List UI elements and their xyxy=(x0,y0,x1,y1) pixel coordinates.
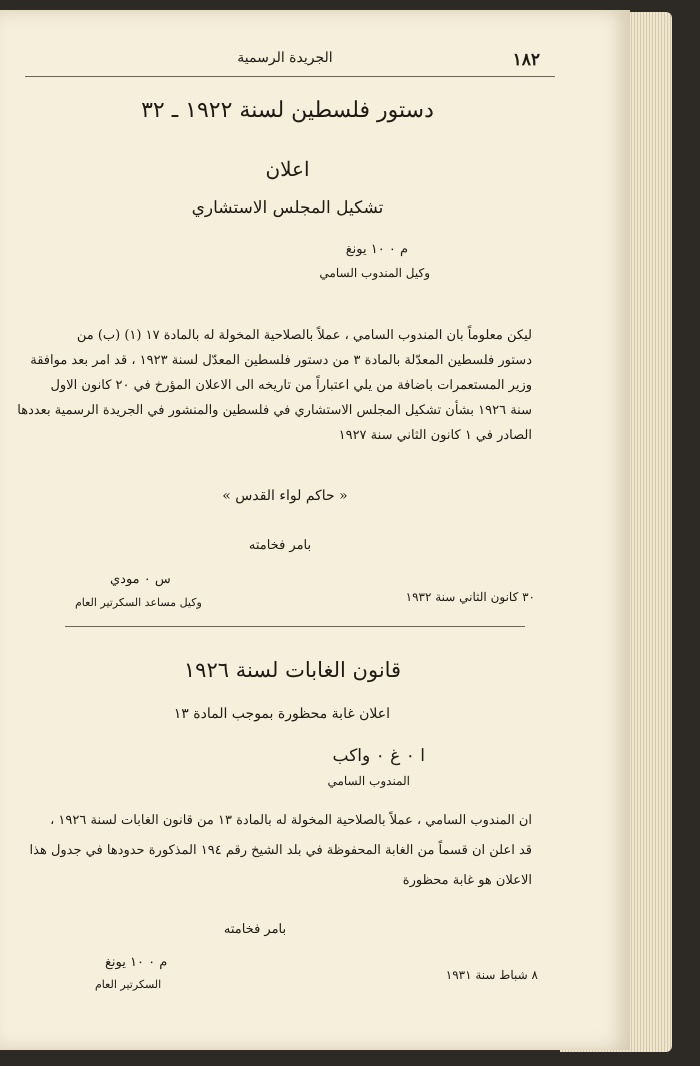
officer-title: وكيل مساعد السكرتير العام xyxy=(75,596,202,609)
body-line: سنة ١٩٢٦ بشأن تشكيل المجلس الاستشاري في فلسطين والمنشور في الجريدة الرسمية بعددها xyxy=(17,403,532,418)
body-line: الاعلان هو غابة محظورة xyxy=(402,873,532,888)
forest-by-order: بامر فخامته xyxy=(223,922,287,937)
section-title-forests: قانون الغابات لسنة ١٩٢٦ xyxy=(183,658,402,682)
body-line: قد اعلن ان قسماً من الغابة المحفوظة في بلد الشيخ رقم ١٩٤ المذكورة حدودها في جدول هذا xyxy=(29,843,532,858)
notice-heading: اعلان xyxy=(265,157,310,181)
forest-signer-name: ا ٠ غ ٠ واكب xyxy=(332,746,425,766)
forest-subheading: اعلان غابة محظورة بموجب المادة ١٣ xyxy=(173,706,390,722)
body-line: ليكن معلوماً بان المندوب السامي ، عملاً بالصلاحية المخولة له بالمادة ١٧ (١) (ب) من xyxy=(76,328,532,343)
forest-officer-title: السكرتير العام xyxy=(95,978,162,991)
forest-officer-name: م ٠ ١٠ يونغ xyxy=(105,955,168,970)
notice-date: ٣٠ كانون الثاني سنة ١٩٣٢ xyxy=(405,590,535,604)
body-line: دستور فلسطين المعدّلة بالمادة ٣ من دستور فلسطين المعدّل لسنة ١٩٢٣ ، قد امر بعد موافقة xyxy=(30,353,532,368)
forest-signer-title: المندوب السامي xyxy=(327,774,410,788)
by-order: بامر فخامته xyxy=(248,538,312,553)
officer-name: س ٠ مودي xyxy=(110,572,171,587)
section-divider xyxy=(65,626,525,627)
body-line: وزير المستعمرات باضافة من يلي اعتباراً من تاريخه الى الاعلان المؤرخ في ٢٠ كانون الاول xyxy=(50,378,532,393)
body-line: ان المندوب السامي ، عملاً بالصلاحية المخولة له بالمادة ١٣ من قانون الغابات لسنة ١٩٢٦ ، xyxy=(50,813,532,828)
quoted-title: « حاكم لواء القدس » xyxy=(222,488,348,504)
forest-body xyxy=(29,806,532,896)
forest-date: ٨ شباط سنة ١٩٣١ xyxy=(445,968,538,982)
signer-title: وكيل المندوب السامي xyxy=(319,266,430,280)
notice-body xyxy=(17,323,532,448)
notice-subheading: تشكيل المجلس الاستشاري xyxy=(191,198,384,218)
gazette-page xyxy=(0,10,630,1050)
publication-title: الجريدة الرسمية xyxy=(237,50,333,66)
header-rule xyxy=(25,76,555,77)
body-line: الصادر في ١ كانون الثاني سنة ١٩٢٧ xyxy=(338,428,532,443)
page-number: ١٨٢ xyxy=(512,50,540,70)
signer-name: م ٠ ١٠ يونغ xyxy=(345,242,408,257)
section-title-constitution: دستور فلسطين لسنة ١٩٢٢ ـ ٣٢ xyxy=(141,98,434,123)
